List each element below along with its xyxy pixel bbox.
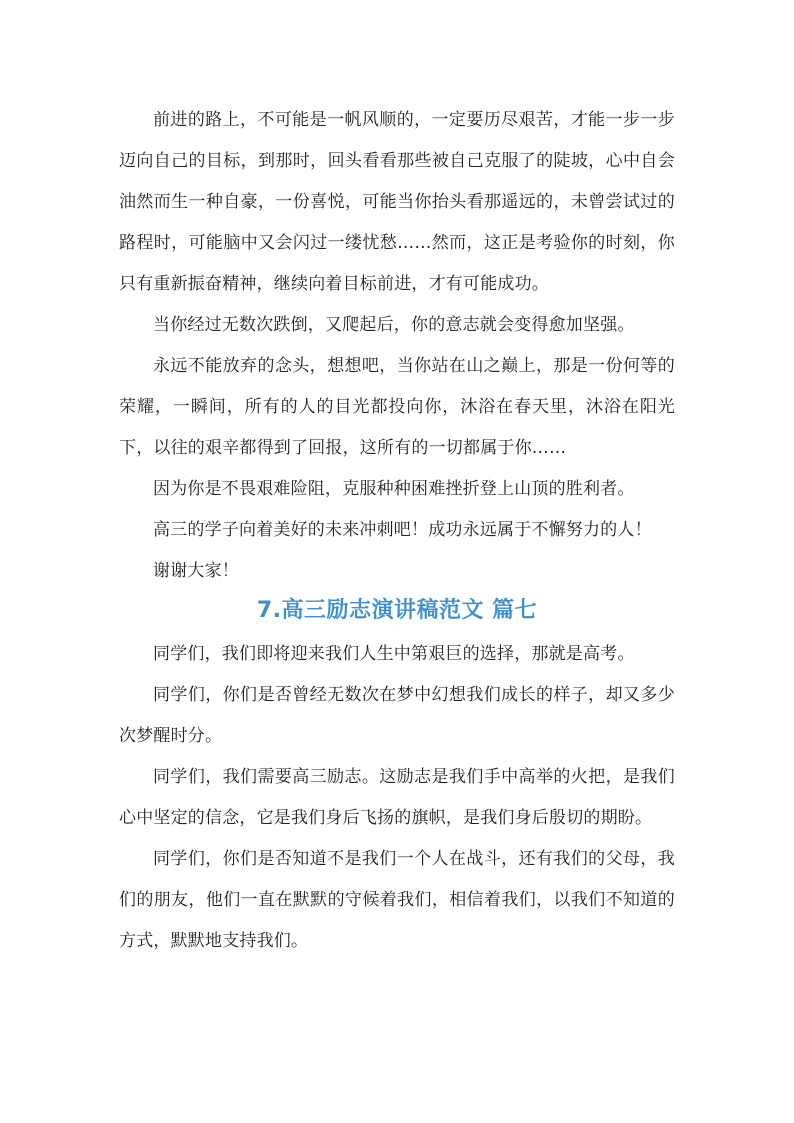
paragraph: 同学们，你们是否知道不是我们一个人在战斗，还有我们的父母，我们的朋友，他们一直在默默的守候着我们，相信着我们，以我们不知道的方式，默默地支持我们。 <box>119 849 675 951</box>
paragraph: 永远不能放弃的念头，想想吧，当你站在山之巅上，那是一份何等的荣耀，一瞬间，所有的人的目光都投向你，沐浴在春天里，沐浴在阳光下，以往的艰辛都得到了回报，这所有的一切都属于你…… <box>119 356 675 458</box>
section-heading: 7.高三励志演讲稿范文 篇七 <box>256 598 538 623</box>
paragraph: 高三的学子向着美好的未来冲刺吧！成功永远属于不懈努力的人！ <box>153 520 652 540</box>
paragraph: 因为你是不畏艰难险阻，克服种种困难挫折登上山顶的胜利者。 <box>153 479 635 499</box>
paragraph: 同学们，我们需要高三励志。这励志是我们手中高举的火把，是我们心中坚定的信念，它是我们身后飞扬的旗帜，是我们身后殷切的期盼。 <box>119 767 675 828</box>
paragraph: 同学们，你们是否曾经无数次在梦中幻想我们成长的样子，却又多少次梦醒时分。 <box>119 685 675 746</box>
paragraph: 谢谢大家！ <box>153 561 239 581</box>
paragraph: 同学们，我们即将迎来我们人生中第艰巨的选择，那就是高考。 <box>153 644 635 664</box>
paragraph: 当你经过无数次跌倒，又爬起后，你的意志就会变得愈加坚强。 <box>153 315 635 335</box>
document-page <box>119 100 675 962</box>
paragraph: 前进的路上，不可能是一帆风顺的，一定要历尽艰苦，才能一步一步迈向自己的目标，到那时，回头看看那些被自己克服了的陡坡，心中自会油然而生一种自豪，一份喜悦，可能当你抬头看那遥远的，未曾尝试过的路程时，可能脑中又会闪过一缕忧愁……然而，这正是考验你的时刻，你只有重新振奋精神，继续向着目标前进，才有可能成功。 <box>119 110 675 294</box>
